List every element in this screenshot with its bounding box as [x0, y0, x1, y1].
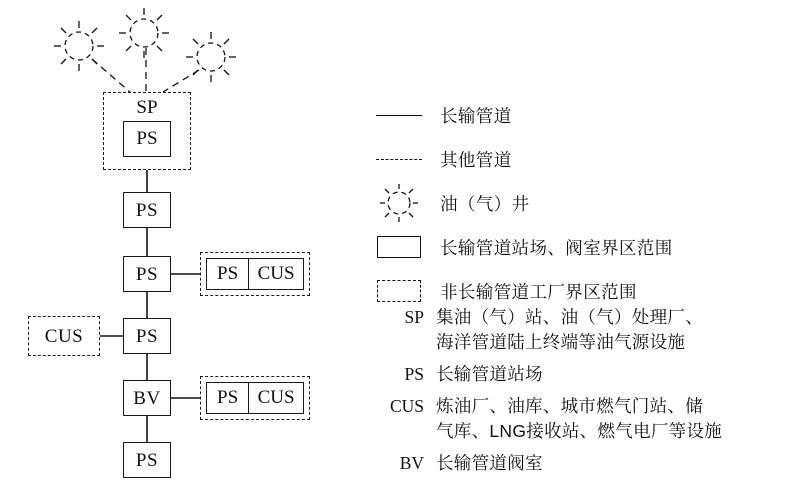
node-sp-plant-boundary[interactable] — [103, 92, 191, 170]
node-pair-bottom[interactable] — [200, 376, 310, 420]
abbr-row-cus — [368, 394, 778, 444]
abbr-desc-sp — [436, 305, 703, 355]
abbr-desc-cus-line2: 气库、LNG接收站、燃气电厂等设施 — [436, 421, 723, 441]
legend-item-plant-boundary — [368, 276, 778, 306]
legend — [368, 100, 778, 320]
abbr-desc-cus-line1: 炼油厂、油库、城市燃气门站、储 — [436, 396, 703, 416]
node-pair-top-ps[interactable]: PS — [206, 258, 249, 290]
node-pair-bottom-cus[interactable]: CUS — [249, 382, 304, 414]
abbr-desc-cus — [436, 394, 722, 444]
legend-item-well — [368, 188, 778, 218]
abbr-desc-sp-line1: 集油（气）站、油（气）处理厂、 — [436, 307, 703, 327]
abbreviation-list — [368, 305, 778, 483]
abbr-desc-ps: 长输管道站场 — [436, 364, 543, 384]
node-sp-label: SP — [136, 97, 158, 118]
legend-item-station-boundary — [368, 232, 778, 262]
abbr-desc-sp-line2: 海洋管道陆上终端等油气源设施 — [436, 332, 686, 352]
node-ps-5[interactable]: PS — [123, 442, 171, 478]
node-ps-4[interactable]: PS — [123, 318, 171, 354]
legend-label-trunk-pipeline: 长输管道 — [440, 105, 512, 126]
abbr-key-bv: BV — [399, 453, 424, 473]
node-ps-3[interactable]: PS — [123, 256, 171, 292]
node-cus-left[interactable]: CUS — [28, 316, 100, 356]
abbr-key-sp: SP — [404, 307, 424, 327]
abbr-key-ps: PS — [404, 364, 424, 384]
abbr-desc-bv: 长输管道阀室 — [436, 453, 543, 473]
legend-item-other-pipeline — [368, 144, 778, 174]
solid-line-icon — [368, 100, 430, 130]
node-pair-top[interactable] — [200, 252, 310, 296]
legend-label-plant-boundary: 非长输管道工厂界区范围 — [440, 281, 637, 302]
node-ps-2[interactable]: PS — [123, 192, 171, 228]
dashed-line-icon — [368, 144, 430, 174]
node-pair-top-cus[interactable]: CUS — [249, 258, 304, 290]
dashed-rect-icon — [368, 276, 430, 306]
legend-item-trunk-pipeline — [368, 100, 778, 130]
legend-label-well: 油（气）井 — [440, 193, 530, 214]
node-bv[interactable]: BV — [123, 380, 171, 416]
legend-label-station-boundary: 长输管道站场、阀室界区范围 — [440, 237, 673, 258]
abbr-row-sp — [368, 305, 778, 355]
abbr-key-cus: CUS — [389, 396, 424, 416]
well-icon-group — [54, 8, 236, 82]
well-icon — [368, 188, 430, 218]
node-sp-inner-ps[interactable]: PS — [123, 121, 171, 157]
abbr-row-bv — [368, 451, 778, 476]
solid-rect-icon — [368, 232, 430, 262]
legend-label-other-pipeline: 其他管道 — [440, 149, 512, 170]
well-feeder-lines — [92, 48, 199, 92]
node-pair-bottom-ps[interactable]: PS — [206, 382, 249, 414]
abbr-row-ps — [368, 362, 778, 387]
